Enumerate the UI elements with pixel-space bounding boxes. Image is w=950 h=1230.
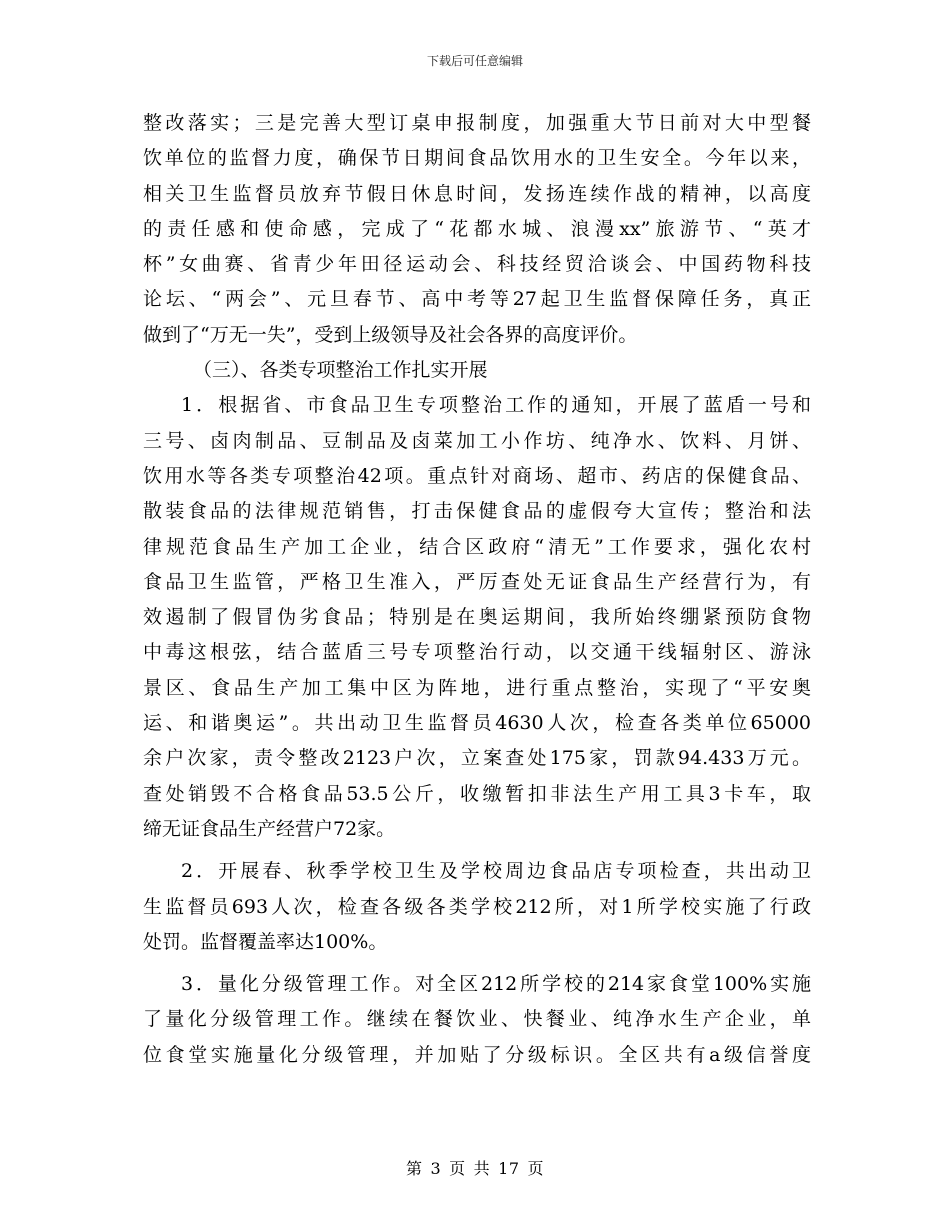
text-line: 论坛、“两会”、元旦春节、高中考等27起卫生监督保障任务，真正 (143, 288, 811, 311)
document-body (143, 106, 811, 1073)
text-line: 饮单位的监督力度，确保节日期间食品饮用水的卫生安全。今年以来， (143, 147, 811, 170)
text-line: 运、和谐奥运”。共出动卫生监督员4630人次，检查各类单位65000 (143, 712, 811, 735)
text-line: 整改落实；三是完善大型订桌申报制度，加强重大节日前对大中型餐 (143, 112, 811, 134)
footer-total-word: 共 (473, 1159, 491, 1178)
text-line: 中毒这根弦，结合蓝盾三号专项整治行动，以交通干线辐射区、游泳 (143, 641, 811, 664)
text-line: 散装食品的法律规范销售，打击保健食品的虚假夸大宣传；整治和法 (143, 500, 811, 523)
text-line: 食品卫生监管，严格卫生准入，严厉查处无证食品生产经营行为，有 (143, 570, 811, 593)
section-heading (143, 353, 811, 388)
text-line: 了量化分级管理工作。继续在餐饮业、快餐业、纯净水生产企业，单 (143, 1008, 811, 1031)
text-line: 查处销毁不合格食品53.5公斤，收缴暂扣非法生产用工具3卡车，取 (143, 782, 811, 805)
text-line: 杯”女曲赛、省青少年田径运动会、科技经贸洽谈会、中国药物科技 (143, 253, 811, 276)
text-line: 处罚。监督覆盖率达100%。 (143, 930, 388, 953)
text-line: 3．量化分级管理工作。对全区212所学校的214家食堂100%实施 (181, 973, 811, 996)
text-line: 缔无证食品生产经营户72家。 (143, 817, 396, 840)
text-line: 1．根据省、市食品卫生专项整治工作的通知，开展了蓝盾一号和 (181, 394, 811, 417)
text-line: 做到了“万无一失”，受到上级领导及社会各界的高度评价。 (143, 323, 638, 346)
total-page-count: 17 (498, 1159, 520, 1178)
paragraph (143, 106, 811, 353)
paragraph (143, 967, 811, 1073)
heading-line: （三）、各类专项整治工作扎实开展 (193, 359, 488, 382)
current-page-number: 3 (430, 1159, 442, 1178)
footer-page-word: 页 (449, 1159, 466, 1178)
text-line: 余户次家，责令整改2123户次，立案查处175家，罚款94.433万元。 (143, 747, 811, 770)
text-line: 效遏制了假冒伪劣食品；特别是在奥运期间，我所始终绷紧预防食物 (143, 606, 811, 629)
text-line: 景区、食品生产加工集中区为阵地，进行重点整治，实现了“平安奥 (143, 676, 811, 699)
text-line: 相关卫生监督员放弃节假日休息时间，发扬连续作战的精神，以高度 (143, 182, 811, 205)
footer-suffix: 页 (527, 1159, 545, 1178)
text-line: 生监督员693人次，检查各级各类学校212所，对1所学校实施了行政 (143, 895, 811, 918)
text-line: 饮用水等各类专项整治42项。重点针对商场、超市、药店的保健食品、 (143, 464, 811, 487)
page-header: 下载后可任意编辑 (426, 54, 523, 68)
text-line: 三号、卤肉制品、豆制品及卤菜加工小作坊、纯净水、饮料、月饼、 (143, 429, 811, 452)
paragraph (143, 854, 811, 960)
paragraph (143, 388, 811, 847)
text-line: 律规范食品生产加工企业，结合区政府“清无”工作要求，强化农村 (143, 535, 811, 558)
footer-prefix: 第 (405, 1159, 423, 1178)
page-footer (0, 1156, 950, 1179)
text-line: 的责任感和使命感，完成了“花都水城、浪漫xx”旅游节、“英才 (143, 217, 811, 240)
text-line: 位食堂实施量化分级管理，并加贴了分级标识。全区共有a级信誉度 (143, 1043, 811, 1066)
text-line: 2．开展春、秋季学校卫生及学校周边食品店专项检查，共出动卫 (181, 860, 811, 883)
